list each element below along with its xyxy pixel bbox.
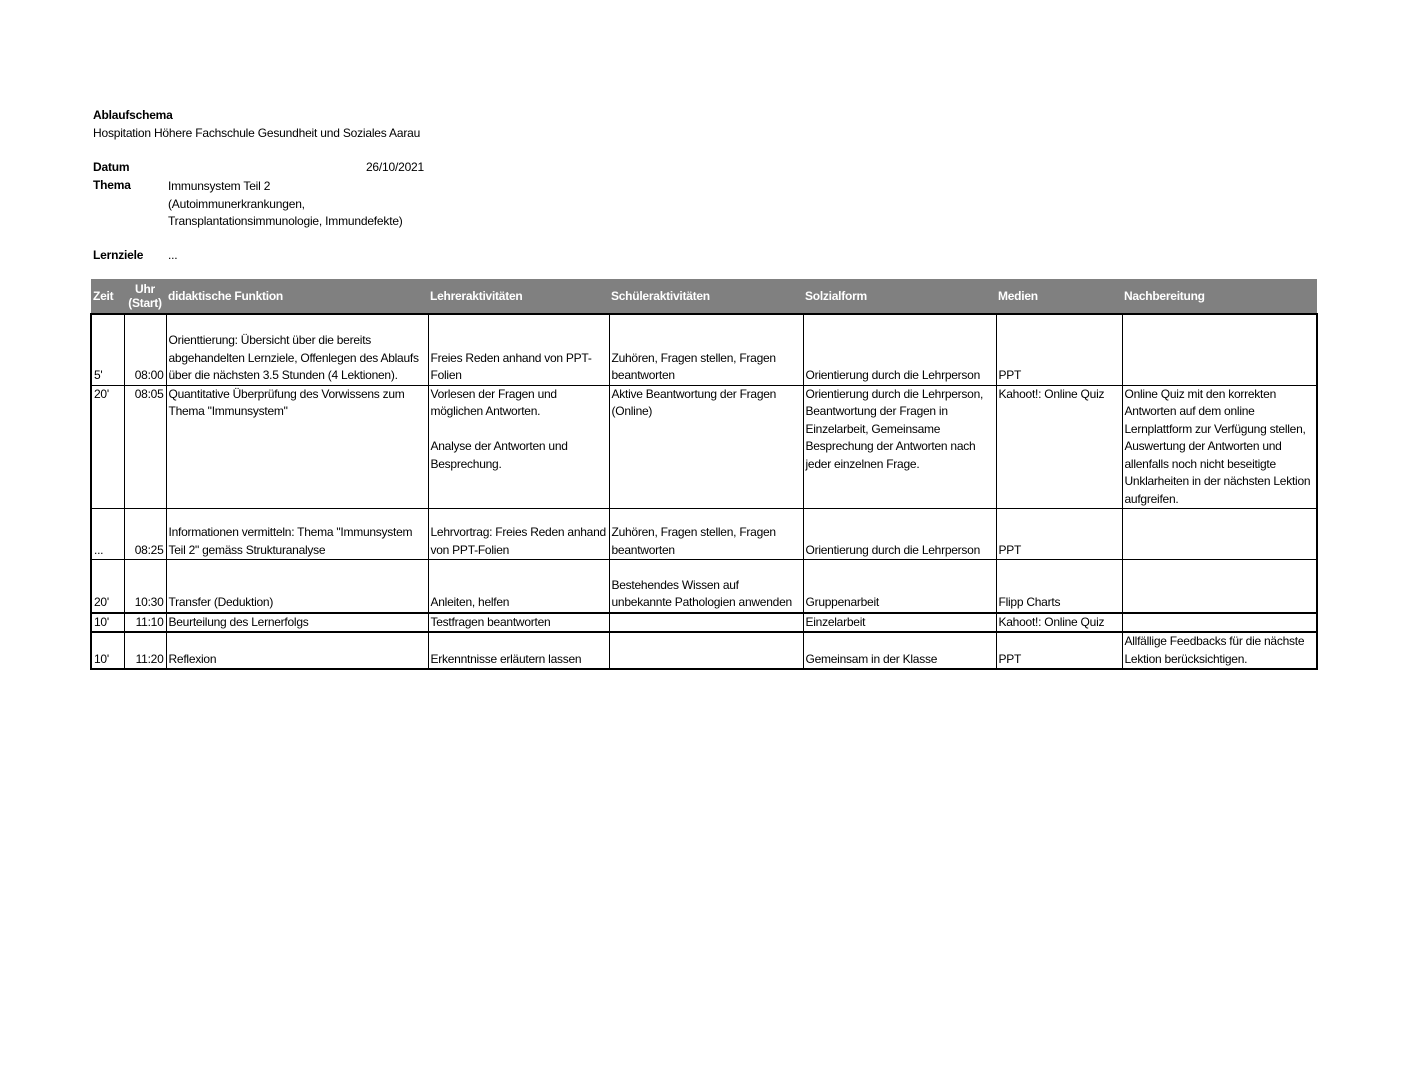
cell-lehrer [428, 385, 609, 509]
cell-zeit: ... [91, 509, 124, 560]
col-header-uhr [124, 279, 166, 314]
cell-nachbereitung [1122, 560, 1317, 613]
table-header-row [91, 279, 1317, 314]
lehrer-paragraph: Vorlesen der Fragen und möglichen Antworten. [430, 386, 557, 418]
cell-sozialform: Orientierung durch die Lehrperson [803, 314, 996, 385]
datum-label: Datum [93, 160, 130, 174]
table-row [91, 509, 1317, 560]
table-row [91, 560, 1317, 613]
lernziele-label: Lernziele [93, 248, 144, 262]
cell-schueler [609, 613, 803, 633]
lesson-plan-table [90, 279, 1318, 670]
thema-line: (Autoimmunerkrankungen, [168, 196, 305, 211]
cell-schueler: Zuhören, Fragen stellen, Fragen beantworten [609, 314, 803, 385]
cell-funktion: Transfer (Deduktion) [166, 560, 428, 613]
cell-zeit: 5' [91, 314, 124, 385]
cell-funktion: Reflexion [166, 632, 428, 669]
datum-value: 26/10/2021 [365, 160, 424, 174]
cell-schueler: Bestehendes Wissen auf unbekannte Pathologien anwenden [609, 560, 803, 613]
cell-zeit: 10' [91, 613, 124, 633]
cell-uhr: 11:10 [124, 613, 166, 633]
thema-value [168, 178, 438, 231]
cell-lehrer: Erkenntnisse erläutern lassen [428, 632, 609, 669]
cell-funktion: Beurteilung des Lernerfolgs [166, 613, 428, 633]
table-row [91, 314, 1317, 385]
cell-sozialform: Gemeinsam in der Klasse [803, 632, 996, 669]
cell-medien: Kahoot!: Online Quiz [996, 385, 1122, 509]
document-subtitle: Hospitation Höhere Fachschule Gesundheit und Soziales Aarau [93, 126, 421, 140]
cell-zeit: 20' [91, 560, 124, 613]
cell-lehrer: Anleiten, helfen [428, 560, 609, 613]
table-row [91, 613, 1317, 633]
cell-sozialform: Orientierung durch die Lehrperson [803, 509, 996, 560]
cell-schueler: Aktive Beantwortung der Fragen (Online) [609, 385, 803, 509]
table-row [91, 632, 1317, 669]
cell-nachbereitung: Allfällige Feedbacks für die nächste Lektion berücksichtigen. [1122, 632, 1317, 669]
col-header-sozialform: Solzialform [803, 279, 996, 314]
cell-lehrer: Testfragen beantworten [428, 613, 609, 633]
thema-label: Thema [93, 178, 131, 192]
cell-medien: PPT [996, 632, 1122, 669]
col-header-nachbereitung: Nachbereitung [1122, 279, 1317, 314]
cell-sozialform: Einzelarbeit [803, 613, 996, 633]
col-header-lehrer: Lehreraktivitäten [428, 279, 609, 314]
cell-medien: Kahoot!: Online Quiz [996, 613, 1122, 633]
cell-medien: PPT [996, 509, 1122, 560]
table-row [91, 385, 1317, 509]
cell-nachbereitung [1122, 314, 1317, 385]
cell-sozialform: Orientierung durch die Lehrperson, Beantwortung der Fragen in Einzelarbeit, Gemeinsame Besprechung der Antworten nach jeder einzelnen Frage. [803, 385, 996, 509]
document-title: Ablaufschema [93, 108, 173, 122]
cell-nachbereitung [1122, 613, 1317, 633]
cell-lehrer: Lehrvortrag: Freies Reden anhand von PPT-Folien [428, 509, 609, 560]
col-header-medien: Medien [996, 279, 1122, 314]
thema-line: Immunsystem Teil 2 [168, 179, 271, 193]
cell-medien: PPT [996, 314, 1122, 385]
cell-zeit: 20' [91, 385, 124, 509]
col-header-funktion: didaktische Funktion [166, 279, 428, 314]
cell-sozialform: Gruppenarbeit [803, 560, 996, 613]
thema-line: Transplantationsimmunologie, Immundefekte) [168, 214, 403, 228]
lehrer-paragraph: Analyse der Antworten und Besprechung. [430, 439, 568, 471]
cell-nachbereitung: Online Quiz mit den korrekten Antworten auf dem online Lernplattform zur Verfügung stellen, Auswertung der Antworten und allenfalls noch nicht beseitigte Unklarheiten in der nächsten Lektion aufgreifen. [1122, 385, 1317, 509]
cell-schueler [609, 632, 803, 669]
cell-uhr: 08:25 [124, 509, 166, 560]
cell-uhr: 10:30 [124, 560, 166, 613]
cell-funktion: Informationen vermitteln: Thema "Immunsystem Teil 2" gemäss Strukturanalyse [166, 509, 428, 560]
cell-funktion: Orienttierung: Übersicht über die bereits abgehandelten Lernziele, Offenlegen des Ablaufs über die nächsten 3.5 Stunden (4 Lektionen). [166, 314, 428, 385]
col-header-schueler: Schüleraktivitäten [609, 279, 803, 314]
lernziele-value: ... [168, 248, 178, 262]
col-header-uhr-line1: Uhr [135, 282, 155, 296]
cell-zeit: 10' [91, 632, 124, 669]
cell-uhr: 08:00 [124, 314, 166, 385]
col-header-uhr-line2: (Start) [128, 296, 162, 310]
cell-funktion: Quantitative Überprüfung des Vorwissens zum Thema "Immunsystem" [166, 385, 428, 509]
cell-lehrer: Freies Reden anhand von PPT-Folien [428, 314, 609, 385]
cell-uhr: 08:05 [124, 385, 166, 509]
cell-schueler: Zuhören, Fragen stellen, Fragen beantworten [609, 509, 803, 560]
col-header-zeit: Zeit [91, 279, 124, 314]
cell-nachbereitung [1122, 509, 1317, 560]
cell-medien: Flipp Charts [996, 560, 1122, 613]
cell-uhr: 11:20 [124, 632, 166, 669]
